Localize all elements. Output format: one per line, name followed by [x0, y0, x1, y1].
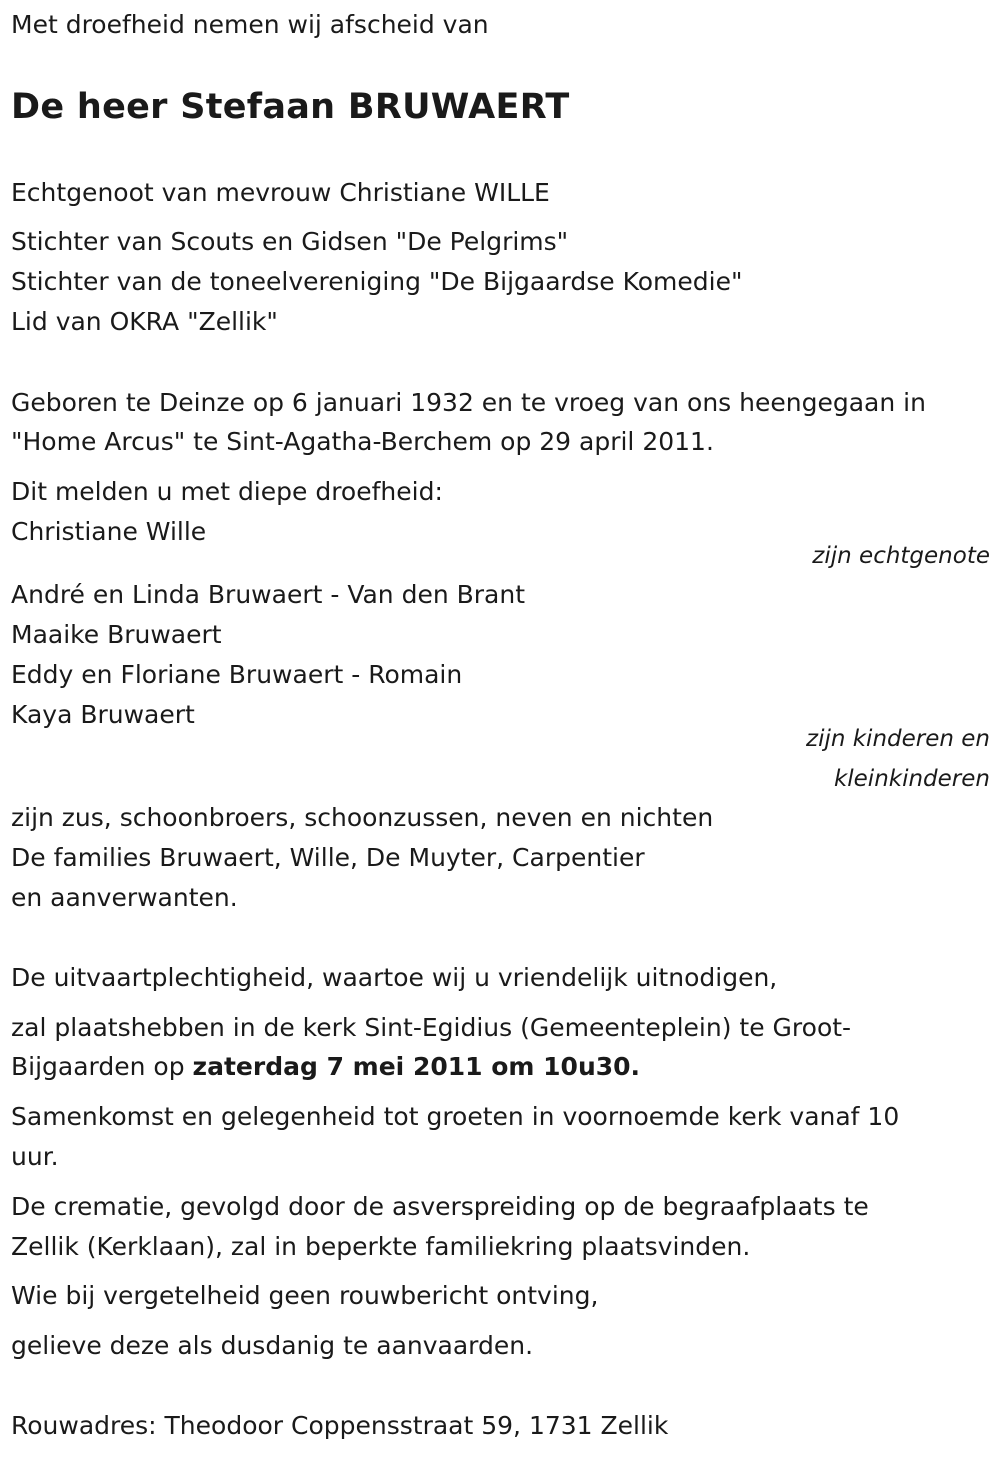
birth-line: Geboren te Deinze op 6 januari 1932 en te vroeg van ons heengegaan in [11, 388, 926, 417]
relatives-line: en aanverwanten. [11, 883, 238, 912]
spouse-label: zijn echtgenote [812, 543, 990, 569]
relatives-line: zijn zus, schoonbroers, schoonzussen, neven en nichten [11, 803, 714, 832]
funeral-date: zaterdag 7 mei 2011 om 10u30. [192, 1052, 641, 1081]
child-line: Kaya Bruwaert [11, 700, 195, 729]
funeral-date-line [11, 1052, 640, 1082]
children-label: kleinkinderen [833, 766, 990, 792]
child-line: Maaike Bruwaert [11, 620, 222, 649]
relatives-line: De families Bruwaert, Wille, De Muyter, Carpentier [11, 843, 645, 872]
gathering-line: uur. [11, 1142, 59, 1171]
announce-line: Dit melden u met diepe droefheid: [11, 477, 443, 506]
notice-line: Wie bij vergetelheid geen rouwbericht ontving, [11, 1281, 599, 1310]
birth-line: "Home Arcus" te Sint-Agatha-Berchem op 29 april 2011. [11, 427, 714, 456]
intro-text: Met droefheid nemen wij afscheid van [11, 10, 489, 39]
gathering-line: Samenkomst en gelegenheid tot groeten in voornoemde kerk vanaf 10 [11, 1102, 900, 1131]
role-line: Stichter van de toneelvereniging "De Bijgaardse Komedie" [11, 267, 743, 296]
role-line: Lid van OKRA "Zellik" [11, 307, 278, 336]
child-line: André en Linda Bruwaert - Van den Brant [11, 580, 526, 609]
address-line: Rouwadres: Theodoor Coppensstraat 59, 1731 Zellik [11, 1411, 669, 1440]
funeral-line: zal plaatshebben in de kerk Sint-Egidius (Gemeenteplein) te Groot- [11, 1013, 852, 1042]
child-line: Eddy en Floriane Bruwaert - Romain [11, 660, 463, 689]
funeral-date-prefix: Bijgaarden op [11, 1052, 193, 1081]
spouse-line: Echtgenoot van mevrouw Christiane WILLE [11, 178, 550, 207]
children-label: zijn kinderen en [806, 726, 990, 752]
notice-line: gelieve deze als dusdanig te aanvaarden. [11, 1331, 534, 1360]
cremation-line: De crematie, gevolgd door de asverspreiding op de begraafplaats te [11, 1192, 869, 1221]
spouse-name: Christiane Wille [11, 517, 207, 546]
cremation-line: Zellik (Kerklaan), zal in beperkte familiekring plaatsvinden. [11, 1232, 751, 1261]
deceased-name: De heer Stefaan BRUWAERT [11, 87, 570, 127]
funeral-line: De uitvaartplechtigheid, waartoe wij u vriendelijk uitnodigen, [11, 963, 778, 992]
role-line: Stichter van Scouts en Gidsen "De Pelgrims" [11, 227, 569, 256]
